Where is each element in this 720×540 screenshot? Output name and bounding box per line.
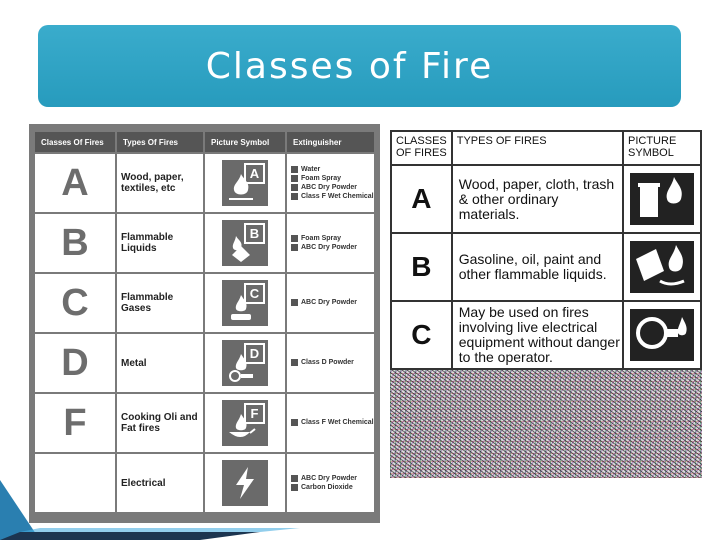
extinguisher-item	[291, 235, 374, 243]
fire-type-description: Wood, paper, cloth, trash & other ordinary materials.	[452, 165, 623, 233]
title-bar	[38, 25, 681, 107]
right-table-row	[391, 233, 701, 301]
fire-type-text: Flammable Liquids	[117, 214, 203, 272]
fire-type-text: Wood, paper, textiles, etc	[117, 154, 203, 212]
fire-class-letter: C	[391, 301, 452, 369]
fire-class-letter: D	[35, 334, 115, 392]
picture-symbol-cell	[205, 274, 285, 332]
bullet-square-icon	[291, 175, 298, 182]
bullet-square-icon	[291, 166, 298, 173]
header-symbol: Picture Symbol	[205, 132, 285, 152]
extinguisher-label: Foam Spray	[301, 174, 342, 182]
fire-class-letter: A	[35, 154, 115, 212]
extinguisher-label: ABC Dry Powder	[301, 183, 358, 191]
extinguisher-label: Class F Wet Chemical	[301, 192, 374, 200]
extinguisher-label: Foam Spray	[301, 234, 342, 242]
header-classes: Classes Of Fires	[35, 132, 115, 152]
extinguisher-list	[287, 454, 374, 512]
fire-class-letter: F	[35, 394, 115, 452]
extinguisher-label: Class F Wet Chemical	[301, 419, 374, 426]
extinguisher-item	[291, 475, 374, 483]
symbol-class-label: C	[244, 283, 265, 304]
noise-overlay	[390, 370, 702, 478]
extinguisher-item	[291, 175, 374, 183]
trash-fire-icon	[630, 173, 694, 225]
right-header-types: TYPES OF FIRES	[452, 131, 623, 165]
bullet-square-icon	[291, 299, 298, 306]
fire-class-letter: A	[391, 165, 452, 233]
fire-class-letter: B	[35, 214, 115, 272]
extinguisher-item	[291, 244, 374, 252]
fire-class-letter: C	[35, 274, 115, 332]
fire-type-description: Gasoline, oil, paint and other flammable liquids.	[452, 233, 623, 301]
extinguisher-item	[291, 184, 374, 192]
picture-symbol-cell	[205, 334, 285, 392]
picture-symbol-cell	[205, 214, 285, 272]
slide-title: Classes of Fire	[205, 45, 494, 87]
bullet-square-icon	[291, 184, 298, 191]
picture-symbol-cell	[205, 394, 285, 452]
header-types: Types Of Fires	[117, 132, 203, 152]
pan-fire-icon	[222, 400, 268, 446]
left-fire-classes-table	[29, 124, 380, 523]
bullet-square-icon	[291, 235, 298, 242]
liquid-fire-icon	[222, 220, 268, 266]
left-table-row	[35, 334, 374, 392]
extinguisher-item	[291, 419, 374, 427]
fire-type-text: Flammable Gases	[117, 274, 203, 332]
bullet-square-icon	[291, 193, 298, 200]
picture-symbol-cell	[623, 301, 701, 369]
fire-icon	[222, 160, 268, 206]
extinguisher-list	[287, 394, 374, 452]
extinguisher-item	[291, 484, 374, 492]
fire-class-letter: B	[391, 233, 452, 301]
bullet-square-icon	[291, 419, 298, 426]
corner-decoration	[0, 480, 300, 540]
gas-fire-icon	[222, 280, 268, 326]
extinguisher-list	[287, 154, 374, 212]
symbol-class-label: D	[244, 343, 265, 364]
picture-symbol-cell	[623, 233, 701, 301]
extinguisher-item	[291, 359, 374, 367]
bullet-square-icon	[291, 244, 298, 251]
extinguisher-label: Class D Powder	[301, 359, 354, 366]
picture-symbol-cell	[623, 165, 701, 233]
symbol-class-label: A	[244, 163, 265, 184]
header-extinguisher: Extinguisher	[287, 132, 374, 152]
symbol-class-label: F	[244, 403, 265, 424]
right-header-symbol: PICTURE SYMBOL	[623, 131, 701, 165]
extinguisher-list	[287, 334, 374, 392]
bullet-square-icon	[291, 359, 298, 366]
extinguisher-item	[291, 166, 374, 174]
left-table-row	[35, 154, 374, 212]
symbol-class-label: B	[244, 223, 265, 244]
extinguisher-label: Water	[301, 165, 321, 173]
left-table-row	[35, 214, 374, 272]
plug-fire-icon	[630, 309, 694, 361]
picture-symbol-cell	[205, 154, 285, 212]
extinguisher-item	[291, 193, 374, 201]
left-table-row	[35, 274, 374, 332]
fire-type-description: May be used on fires involving live electrical equipment without danger to the operator.	[452, 301, 623, 369]
extinguisher-label: ABC Dry Powder	[301, 243, 358, 251]
extinguisher-label: ABC Dry Powder	[301, 299, 358, 306]
extinguisher-label: Carbon Dioxide	[301, 483, 353, 491]
left-table-row	[35, 394, 374, 452]
extinguisher-label: ABC Dry Powder	[301, 474, 358, 482]
fire-type-text: Electrical	[117, 454, 203, 512]
right-table-row	[391, 301, 701, 369]
extinguisher-list	[287, 274, 374, 332]
right-fire-classes-table	[390, 130, 702, 370]
extinguisher-list	[287, 214, 374, 272]
right-header-classes: CLASSES OF FIRES	[391, 131, 452, 165]
fire-type-text: Metal	[117, 334, 203, 392]
metal-fire-icon	[222, 340, 268, 386]
can-fire-icon	[630, 241, 694, 293]
right-table-row	[391, 165, 701, 233]
fire-type-text: Cooking Oli and Fat fires	[117, 394, 203, 452]
extinguisher-item	[291, 299, 374, 307]
